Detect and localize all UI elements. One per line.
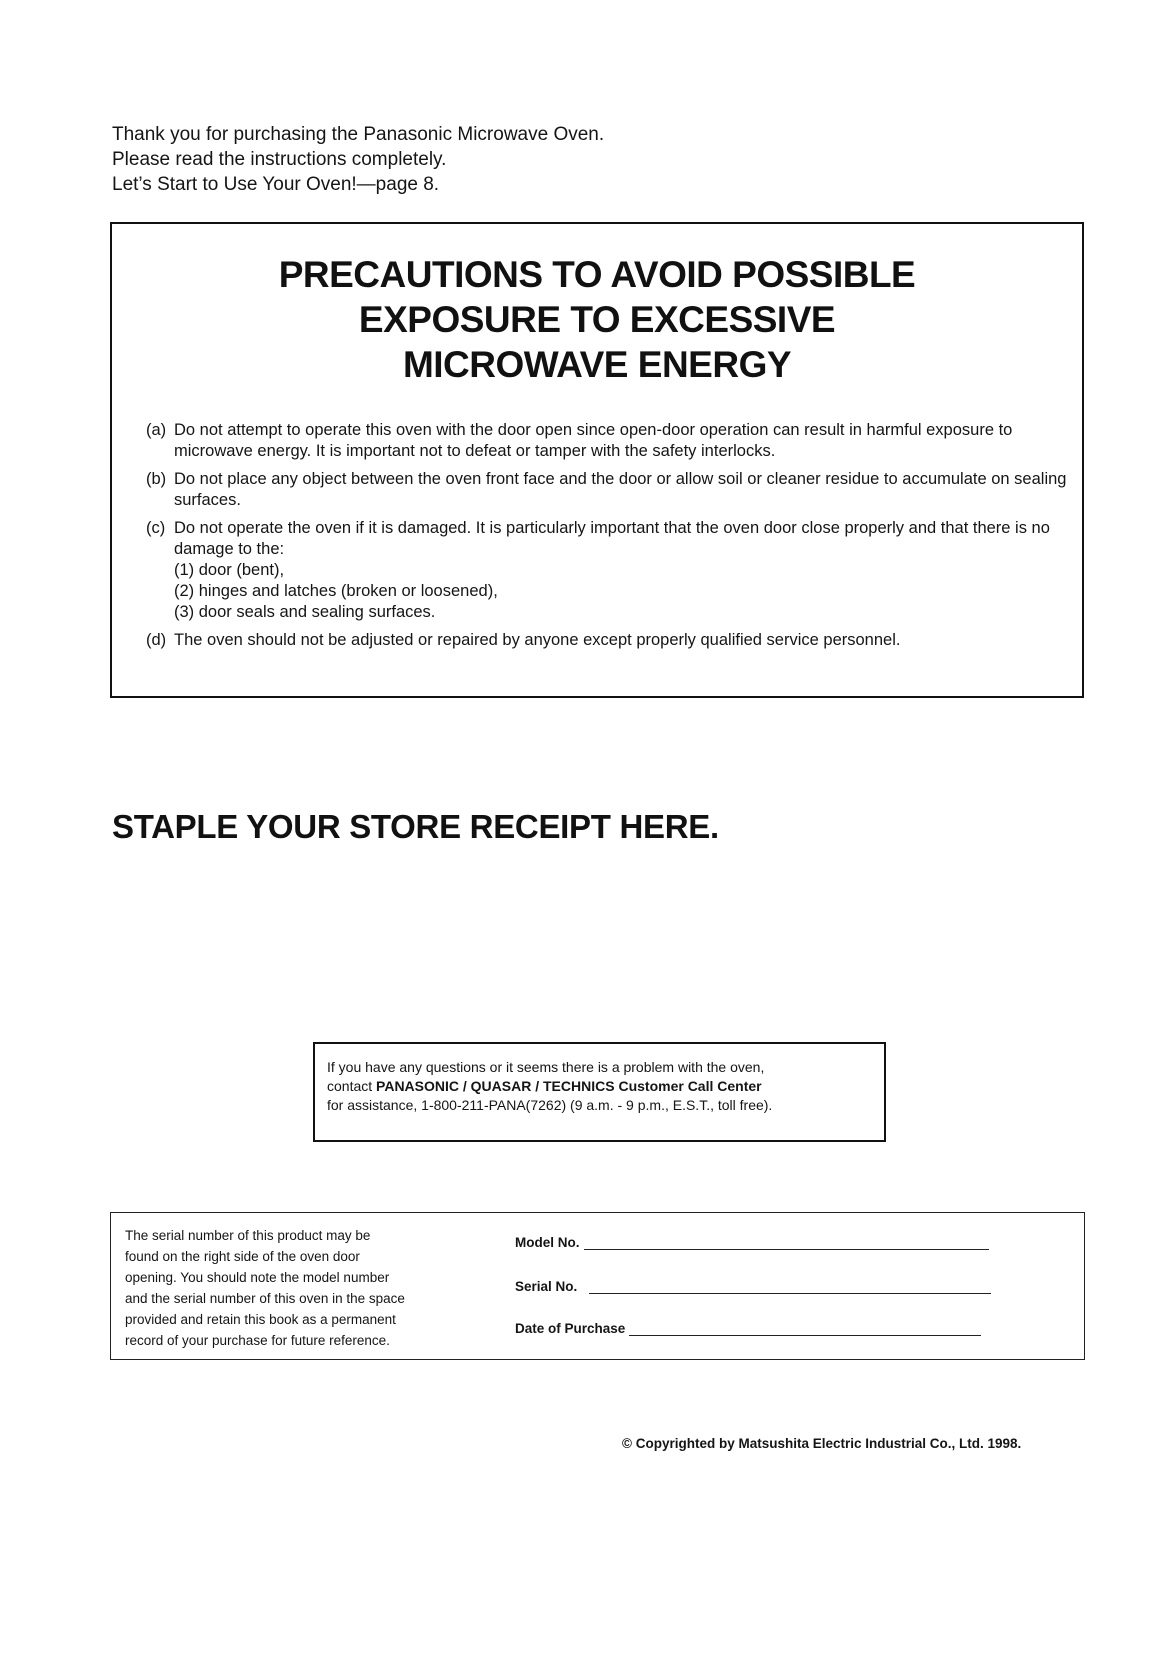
precaution-subitem: (2) hinges and latches (broken or loosened), <box>174 582 498 600</box>
intro-line-3: Let’s Start to Use Your Oven!—page 8. <box>112 174 440 195</box>
precautions-title-line-3: MICROWAVE ENERGY <box>402 344 792 385</box>
intro-text <box>112 122 604 197</box>
contact-line-1: If you have any questions or it seems there is a problem with the oven, <box>327 1059 765 1075</box>
serial-note-line: provided and retain this book as a permanent <box>125 1312 396 1327</box>
date-of-purchase-field[interactable] <box>515 1321 981 1336</box>
precaution-subitem: (3) door seals and sealing surfaces. <box>174 603 436 621</box>
serial-note-line: record of your purchase for future reference. <box>125 1333 390 1348</box>
precaution-item-d <box>146 630 1076 651</box>
precaution-letter: (d) <box>146 631 167 649</box>
model-number-field[interactable] <box>515 1235 989 1250</box>
contact-box <box>313 1042 886 1142</box>
precaution-letter: (a) <box>146 421 167 439</box>
serial-number-label: Serial No. <box>515 1279 578 1294</box>
serial-note-line: and the serial number of this oven in the space <box>125 1291 405 1306</box>
serial-record-box <box>110 1212 1085 1360</box>
precaution-item-a <box>146 420 1076 462</box>
precaution-text: Do not place any object between the oven front face and the door or allow soil or cleaner residue to accumulate on sealing surfaces. <box>174 470 1067 509</box>
staple-receipt-heading: STAPLE YOUR STORE RECEIPT HERE. <box>112 808 719 845</box>
call-center-name: PANASONIC / QUASAR / TECHNICS Customer Call Center <box>376 1078 762 1094</box>
precautions-list <box>146 420 1076 658</box>
contact-line-3: for assistance, 1-800-211-PANA(7262) (9 a.m. - 9 p.m., E.S.T., toll free). <box>327 1097 773 1113</box>
precaution-letter: (b) <box>146 470 167 488</box>
model-number-line[interactable] <box>584 1235 989 1250</box>
model-number-label: Model No. <box>515 1235 580 1250</box>
precautions-title <box>112 252 1082 387</box>
precaution-text: The oven should not be adjusted or repaired by anyone except properly qualified service personnel. <box>174 631 901 649</box>
precaution-subitem: (1) door (bent), <box>174 561 285 579</box>
serial-note-line: opening. You should note the model number <box>125 1270 390 1285</box>
date-of-purchase-label: Date of Purchase <box>515 1321 626 1336</box>
intro-line-2: Please read the instructions completely. <box>112 149 447 170</box>
copyright-notice: © Copyrighted by Matsushita Electric Industrial Co., Ltd. 1998. <box>622 1436 1022 1451</box>
precautions-title-line-2: EXPOSURE TO EXCESSIVE <box>358 299 836 340</box>
precaution-item-b <box>146 469 1076 511</box>
precaution-text: Do not attempt to operate this oven with the door open since open-door operation can result in harmful exposure to microwave energy. It is important not to defeat or tamper with the safety interlocks. <box>174 421 1013 460</box>
intro-line-1: Thank you for purchasing the Panasonic Microwave Oven. <box>112 124 605 145</box>
precaution-letter: (c) <box>146 519 166 537</box>
serial-number-field[interactable] <box>515 1279 991 1294</box>
serial-note-line: found on the right side of the oven door <box>125 1249 360 1264</box>
serial-number-line[interactable] <box>589 1279 991 1294</box>
precaution-item-c <box>146 518 1076 623</box>
contact-prefix: contact <box>327 1078 377 1094</box>
precaution-text: Do not operate the oven if it is damaged. It is particularly important that the oven door close properly and that there is no damage to the: <box>174 519 1050 558</box>
precautions-title-line-1: PRECAUTIONS TO AVOID POSSIBLE <box>278 254 916 295</box>
serial-note-line: The serial number of this product may be <box>125 1228 371 1243</box>
serial-note <box>125 1225 485 1351</box>
precautions-box <box>110 222 1084 698</box>
contact-line-2 <box>327 1077 872 1096</box>
date-of-purchase-line[interactable] <box>629 1321 981 1336</box>
